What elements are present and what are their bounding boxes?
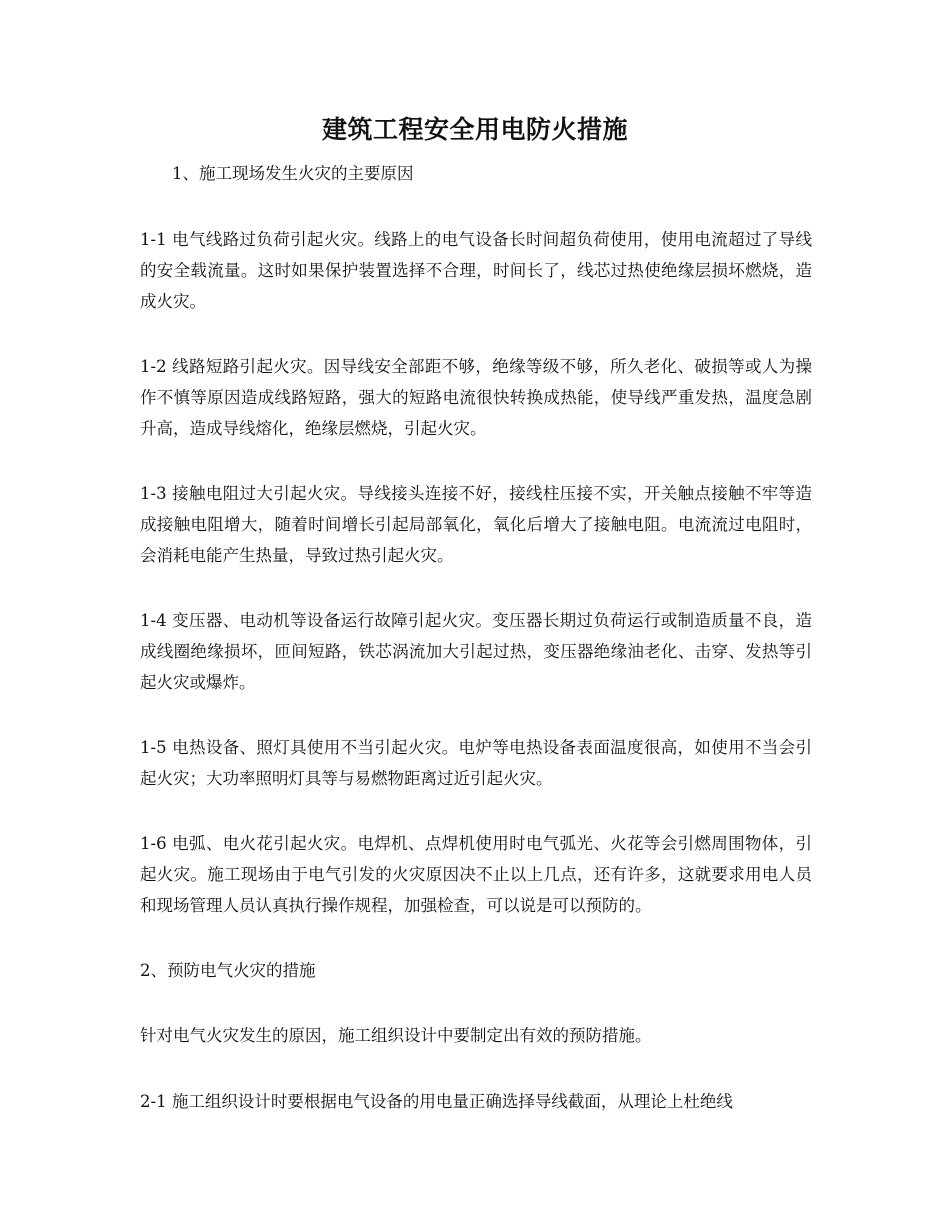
paragraph-2-1: 2-1 施工组织设计时要根据电气设备的用电量正确选择导线截面，从理论上杜绝线 <box>140 1092 733 1111</box>
paragraph-2-intro: 针对电气火灾发生的原因，施工组织设计中要制定出有效的预防措施。 <box>140 1026 652 1045</box>
paragraph-1-2: 1-2 线路短路引起火灾。因导线安全部距不够，绝缘等级不够，所久老化、破损等或人为操作不慎等原因造成线路短路，强大的短路电流很快转换成热能，使导线严重发热，温度急剧升高，造成导线熔化，绝缘层燃烧，引起火灾。 <box>140 357 812 438</box>
paragraph-1-6: 1-6 电弧、电火花引起火灾。电焊机、点焊机使用时电气弧光、火花等会引燃周围物体，引起火灾。施工现场由于电气引发的火灾原因决不止以上几点，还有许多，这就要求用电人员和现场管理人员认真执行操作规程，加强检查，可以说是可以预防的。 <box>140 834 812 915</box>
paragraph-1-3: 1-3 接触电阻过大引起火灾。导线接头连接不好，接线柱压接不实，开关触点接触不牢等造成接触电阻增大，随着时间增长引起局部氧化，氧化后增大了接触电阻。电流流过电阻时，会消耗电能产生热量，导致过热引起火灾。 <box>140 484 812 565</box>
paragraph-1-4: 1-4 变压器、电动机等设备运行故障引起火灾。变压器长期过负荷运行或制造质量不良，造成线圈绝缘损坏，匝间短路，铁芯涡流加大引起过热，变压器绝缘油老化、击穿、发热等引起火灾或爆炸。 <box>140 611 812 692</box>
section-heading-2: 2、预防电气火灾的措施 <box>140 961 316 980</box>
paragraph-1-5: 1-5 电热设备、照灯具使用不当引起火灾。电炉等电热设备表面温度很高，如使用不当会引起火灾；大功率照明灯具等与易燃物距离过近引起火灾。 <box>140 738 812 788</box>
page-title: 建筑工程安全用电防火措施 <box>321 115 628 144</box>
paragraph-1-1: 1-1 电气线路过负荷引起火灾。线路上的电气设备长时间超负荷使用，使用电流超过了导线的安全载流量。这时如果保护装置选择不合理，时间长了，线芯过热使绝缘层损坏燃烧，造成火灾。 <box>140 230 812 311</box>
section-heading-1: 1、施工现场发生火灾的主要原因 <box>172 164 414 183</box>
